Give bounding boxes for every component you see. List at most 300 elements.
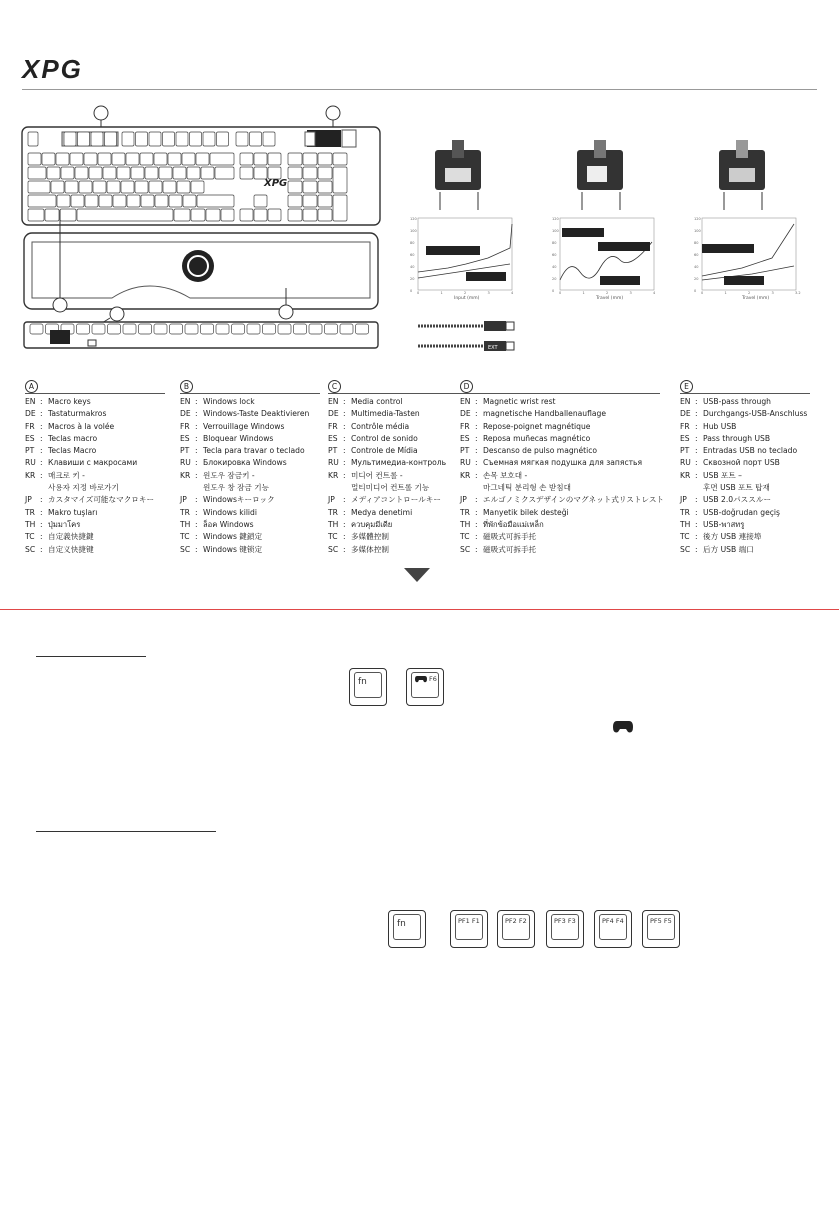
legend-row: 마그네틱 분리형 손 받침대 — [483, 483, 571, 493]
lang-text: Medya denetimi — [351, 507, 413, 517]
legend-row: TR : Medya denetimi — [328, 507, 468, 519]
gamepad-mode-icon — [613, 720, 633, 734]
lang-text: Reposa muñecas magnético — [483, 433, 591, 443]
brand-logo: XPG — [22, 54, 83, 84]
lang-text: Descanso de pulso magnético — [483, 446, 598, 456]
keycap — [268, 153, 281, 165]
lang-code: JP — [328, 495, 335, 505]
f6-game-key — [406, 668, 444, 706]
keycap — [215, 167, 234, 179]
lang-code: FR — [680, 421, 690, 431]
legend-row: FR : Macros à la volée — [25, 421, 165, 433]
keycap — [159, 167, 172, 179]
keycap — [154, 153, 167, 165]
keycap — [318, 167, 332, 179]
legend-row: 후면 USB 포트 탑재 — [703, 483, 770, 493]
legend-row: TC : 後方 USB 連接埠 — [680, 531, 810, 543]
fn-key-label: fn — [358, 677, 367, 687]
switch-diagrams — [400, 140, 820, 310]
keycap — [57, 195, 70, 207]
y-tick-label: 0 — [694, 289, 697, 293]
legend-row: PT : Controle de Mídia — [328, 445, 468, 457]
y-tick-label: 60 — [552, 253, 557, 257]
lang-text: Windows 鍵鎖定 — [203, 532, 263, 542]
callout-e-circle — [110, 307, 124, 321]
y-tick-label: 0 — [552, 289, 555, 293]
keycap — [268, 209, 281, 221]
lang-text: ที่พักข้อมือแม่เหล็ก — [483, 519, 544, 529]
legend-col-c — [328, 380, 468, 556]
lang-code: TC — [328, 532, 338, 542]
lang-code: ES — [680, 433, 690, 443]
keycap — [288, 167, 302, 179]
lang-text: エルゴノミクスデザインのマグネット式リストレスト — [483, 495, 665, 505]
lang-code: SC — [25, 544, 36, 554]
keycap — [221, 209, 234, 221]
ext-label: EXT — [488, 345, 498, 351]
lang-text: Блокировка Windows — [203, 458, 287, 468]
keycap — [91, 132, 103, 146]
svg-text:Travel (mm): Travel (mm) — [742, 296, 770, 301]
lang-code: JP — [180, 495, 187, 505]
keycap — [240, 167, 253, 179]
rear-keycap — [154, 324, 167, 334]
rear-keycap — [108, 324, 121, 334]
keycap — [71, 195, 84, 207]
legend-row: DE : Multimedia-Tasten — [328, 408, 468, 420]
keycap — [163, 181, 176, 193]
legend-row: EN : USB-pass through — [680, 396, 810, 408]
legend-row: PT : Teclas Macro — [25, 445, 165, 457]
lang-code: ES — [25, 433, 35, 443]
lang-text: Repose-poignet magnétique — [483, 421, 591, 431]
legend-row: KR : 손목 보호대 - — [460, 470, 660, 482]
fn-key-2-label: fn — [397, 919, 406, 929]
y-tick-label: 80 — [552, 241, 557, 245]
legend-row: TH : ที่พักข้อมือแม่เหล็ก — [460, 519, 660, 531]
lang-text: メディアコントロールキー — [351, 495, 441, 505]
keycap — [28, 167, 46, 179]
legend-row: JP : USB 2.0パススルー — [680, 494, 810, 506]
lang-code: EN — [460, 397, 471, 406]
keycap — [168, 153, 181, 165]
keycap — [288, 153, 302, 165]
force-graph-2 — [552, 217, 656, 301]
legend-letter: D — [460, 380, 473, 393]
keycap — [333, 195, 347, 221]
lang-code: SC — [460, 544, 471, 554]
lang-code: DE — [680, 409, 691, 419]
lang-text: Windows-Taste Deaktivieren — [203, 409, 310, 419]
keycap — [60, 209, 76, 221]
keycap — [70, 153, 83, 165]
x-tick-label: 4 — [511, 291, 514, 295]
lang-code: RU — [180, 458, 191, 468]
lang-code: RU — [25, 458, 36, 468]
legend-row: SC : 多媒体控制 — [328, 544, 468, 556]
keycap — [28, 195, 56, 207]
legend-head — [25, 380, 165, 394]
fn-key-2 — [388, 910, 426, 948]
legend-col-e — [680, 380, 810, 556]
keycap — [201, 167, 214, 179]
legend-row: ES : Teclas macro — [25, 433, 165, 445]
keycap — [56, 153, 69, 165]
keycap — [75, 167, 88, 179]
y-tick-label: 20 — [552, 277, 557, 281]
keycap — [217, 132, 229, 146]
lang-text: Мультимедиа-контроль — [351, 458, 447, 468]
lang-code: ES — [328, 433, 338, 443]
f6-label: F6 — [429, 675, 437, 683]
pf-key-4 — [594, 910, 632, 948]
lang-code: KR — [25, 470, 36, 480]
lang-text: 多媒体控制 — [351, 544, 389, 554]
legend-row: DE : Tastaturmakros — [25, 408, 165, 420]
keycap — [99, 195, 112, 207]
force-graph-3 — [694, 217, 801, 301]
y-tick-label: 60 — [410, 253, 415, 257]
legend-row: TC : 多媒體控制 — [328, 531, 468, 543]
keycap — [28, 181, 50, 193]
keycap — [155, 195, 168, 207]
keycap — [122, 132, 134, 146]
rear-keycap — [185, 324, 198, 334]
legend-row: RU : Сквозной порт USB — [680, 457, 810, 469]
legend-row: KR : 미디어 컨트롤 - — [328, 470, 468, 482]
rear-keycap — [263, 324, 276, 334]
lang-code: DE — [328, 409, 339, 419]
lang-text: Verrouillage Windows — [203, 421, 285, 431]
callout-d-circle — [279, 305, 293, 319]
media-buttons — [342, 130, 356, 147]
lang-code: KR — [180, 470, 191, 480]
legend-row: TH : ควบคุมมีเดีย — [328, 519, 468, 531]
keycap — [177, 181, 190, 193]
pf-key-label: PF5 F5 — [650, 917, 672, 925]
legend-row: FR : Contrôle média — [328, 421, 468, 433]
rear-keycap — [30, 324, 43, 334]
lang-text: 손목 보호대 - — [483, 470, 528, 480]
lang-text: カスタマイズ可能なマクロキー — [48, 495, 155, 505]
y-tick-label: 100 — [694, 229, 701, 233]
keycap — [135, 181, 148, 193]
legend-row: ES : Reposa muñecas magnético — [460, 433, 660, 445]
keycap — [203, 132, 215, 146]
lang-code: TR — [680, 507, 690, 517]
x-tick-label: 3 — [487, 291, 490, 295]
y-tick-label: 80 — [410, 241, 415, 245]
lang-text: 磁吸式可拆手托 — [483, 532, 537, 542]
legend-letter: C — [328, 380, 341, 393]
lang-code: RU — [460, 458, 471, 468]
lang-text: ล็อค Windows — [203, 519, 254, 529]
lang-text: Windows lock — [203, 397, 255, 406]
keycap — [318, 209, 332, 221]
lang-code: PT — [328, 446, 338, 456]
legend-row: PT : Entradas USB no teclado — [680, 445, 810, 457]
legend-row: SC : 后方 USB 端口 — [680, 544, 810, 556]
legend-letter: E — [680, 380, 693, 393]
legend-col-b — [180, 380, 320, 556]
legend-row: FR : Verrouillage Windows — [180, 421, 320, 433]
lang-text: USB-พาสทรู — [703, 519, 745, 529]
legend-letter: B — [180, 380, 193, 393]
lang-text: ปุ่มมาโคร — [48, 519, 81, 529]
lang-code: DE — [25, 409, 36, 419]
pf-key-label: PF3 F3 — [554, 917, 576, 925]
lang-code: DE — [460, 409, 471, 419]
legend-row: TH : ล็อค Windows — [180, 519, 320, 531]
lang-code: TH — [180, 519, 191, 529]
lang-code: EN — [25, 397, 36, 406]
switch-1 — [435, 140, 481, 210]
lang-code: JP — [460, 495, 467, 505]
keycap — [28, 153, 41, 165]
keycap — [127, 195, 140, 207]
callout-a-circle — [94, 106, 108, 120]
keycap — [196, 153, 209, 165]
lang-text: USB-pass through — [703, 397, 771, 406]
lang-text: Tecla para travar o teclado — [203, 446, 305, 456]
lang-code: SC — [180, 544, 191, 554]
legend-row: DE : Durchgangs-USB-Anschluss — [680, 408, 810, 420]
legend-row: PT : Descanso de pulso magnético — [460, 445, 660, 457]
rear-keycap — [278, 324, 291, 334]
lang-code: SC — [328, 544, 339, 554]
keycap — [126, 153, 139, 165]
legend-row: TH : USB-พาสทรู — [680, 519, 810, 531]
rear-keycap — [201, 324, 214, 334]
lang-text: Tastaturmakros — [48, 409, 107, 419]
pf-key-label: PF2 F2 — [505, 917, 527, 925]
gamepad-icon — [415, 675, 427, 683]
lang-text: Windowsキーロック — [203, 495, 275, 505]
cable-1-plug — [484, 321, 506, 331]
lang-code: TR — [180, 507, 190, 517]
x-tick-label: 0 — [701, 291, 704, 295]
lang-code: TR — [460, 507, 470, 517]
lang-text: Windows 键锁定 — [203, 544, 263, 554]
force-graph-1 — [410, 217, 514, 301]
x-tick-label: 3 — [629, 291, 632, 295]
keycap — [61, 167, 74, 179]
lang-code: ES — [460, 433, 470, 443]
keycap — [210, 153, 234, 165]
rear-keycap — [139, 324, 152, 334]
xpg-emblem — [182, 250, 214, 282]
y-tick-label: 40 — [552, 265, 557, 269]
lang-text: Клавиши с макросами — [48, 458, 138, 468]
y-tick-label: 40 — [694, 265, 699, 269]
lang-code: FR — [180, 421, 190, 431]
lang-text: Teclas Macro — [48, 446, 97, 456]
section-divider — [0, 609, 839, 610]
cable-1-connector — [506, 322, 514, 330]
keycap — [254, 209, 267, 221]
callout-c-circle — [326, 106, 340, 120]
keycap — [250, 132, 262, 146]
lang-text: Hub USB — [703, 421, 737, 431]
lang-text: 自定義快捷鍵 — [48, 532, 94, 542]
legend-head — [180, 380, 320, 394]
keycap — [42, 153, 55, 165]
legend-row: EN : Media control — [328, 396, 468, 408]
lang-text: Contrôle média — [351, 421, 410, 431]
legend-row: EN : Magnetic wrist rest — [460, 396, 660, 408]
lang-text: Control de sonido — [351, 433, 418, 443]
lang-code: TC — [180, 532, 190, 542]
lang-text: 磁吸式可拆手托 — [483, 544, 537, 554]
keycap — [303, 181, 317, 193]
lang-text: 自定义快捷键 — [48, 544, 94, 554]
lang-code: EN — [680, 397, 691, 406]
legend-row: TC : 自定義快捷鍵 — [25, 531, 165, 543]
callout-b-circle — [53, 298, 67, 312]
legend-row: JP : カスタマイズ可能なマクロキー — [25, 494, 165, 506]
legend-row: JP : エルゴノミクスデザインのマグネット式リストレスト — [460, 494, 660, 506]
keycap — [206, 209, 220, 221]
lang-code: TH — [25, 519, 36, 529]
usb-port — [88, 340, 96, 346]
y-tick-label: 120 — [694, 217, 701, 221]
y-tick-label: 120 — [410, 217, 417, 221]
keycap — [191, 209, 205, 221]
lang-code: TR — [25, 507, 35, 517]
lang-text: 매크로 키 - — [48, 470, 85, 480]
legend-row: TC : 磁吸式可拆手托 — [460, 531, 660, 543]
keycap — [303, 153, 317, 165]
keycap — [183, 195, 196, 207]
lang-text: Entradas USB no teclado — [703, 446, 798, 456]
legend-head — [328, 380, 468, 394]
lang-text: Teclas macro — [48, 433, 98, 443]
y-tick-label: 0 — [410, 289, 413, 293]
keycap — [51, 181, 64, 193]
rear-keycap — [309, 324, 322, 334]
y-tick-label: 100 — [552, 229, 559, 233]
keycap — [197, 195, 234, 207]
x-tick-label: 1 — [724, 291, 727, 295]
x-tick-label: 2 — [464, 291, 467, 295]
lang-code: PT — [680, 446, 690, 456]
lang-text: 後方 USB 連接埠 — [703, 532, 762, 542]
legend-row: TH : ปุ่มมาโคร — [25, 519, 165, 531]
keycap — [149, 132, 161, 146]
lang-text: 多媒體控制 — [351, 532, 389, 542]
rear-keycap — [340, 324, 353, 334]
lang-text: Съемная мягкая подушка для запястья — [483, 458, 643, 468]
y-tick-label: 20 — [694, 277, 699, 281]
legend-row: TC : Windows 鍵鎖定 — [180, 531, 320, 543]
legend-row: RU : Клавиши с макросами — [25, 457, 165, 469]
legend-row: EN : Macro keys — [25, 396, 165, 408]
keyboard-illustration — [20, 100, 390, 360]
lang-code: KR — [680, 470, 691, 480]
rear-keycap — [232, 324, 245, 334]
keycap — [318, 195, 332, 207]
lang-code: EN — [180, 397, 191, 406]
lang-text: Сквозной порт USB — [703, 458, 780, 468]
keycap — [288, 209, 302, 221]
keycap — [28, 132, 38, 146]
x-tick-label: 1 — [440, 291, 443, 295]
keycap — [333, 167, 347, 193]
header-divider — [22, 89, 817, 90]
media-key — [305, 132, 315, 146]
legend-row: RU : Съемная мягкая подушка для запястья — [460, 457, 660, 469]
keycap — [303, 209, 317, 221]
x-tick-label: 1 — [582, 291, 585, 295]
legend-row: TR : Makro tuşları — [25, 507, 165, 519]
lang-text: USB-doğrudan geçiş — [703, 507, 780, 517]
lang-text: 后方 USB 端口 — [703, 544, 754, 554]
x-tick-label: 3 — [771, 291, 774, 295]
down-arrow-icon — [404, 568, 430, 582]
rear-keycap — [170, 324, 183, 334]
keycap — [240, 209, 253, 221]
legend-row: RU : Блокировка Windows — [180, 457, 320, 469]
x-tick-label: 2 — [606, 291, 609, 295]
lang-text: ควบคุมมีเดีย — [351, 519, 393, 529]
lang-text: Makro tuşları — [48, 507, 98, 517]
legend-row: SC : Windows 键锁定 — [180, 544, 320, 556]
lang-code: JP — [680, 495, 687, 505]
switch-2 — [577, 140, 623, 210]
lang-code: FR — [460, 421, 470, 431]
legend-row: FR : Repose-poignet magnétique — [460, 421, 660, 433]
legend-row: ES : Pass through USB — [680, 433, 810, 445]
keycap — [163, 132, 175, 146]
x-tick-label: 3.2 — [795, 291, 801, 295]
y-tick-label: 40 — [410, 265, 415, 269]
keycap — [136, 132, 148, 146]
lang-text: 미디어 컨트롤 - — [351, 470, 403, 480]
keycap — [93, 181, 106, 193]
keycap — [28, 209, 44, 221]
switch-3 — [719, 140, 765, 210]
keycap — [121, 181, 134, 193]
lang-code: TC — [460, 532, 470, 542]
legend-row: KR : 매크로 키 - — [25, 470, 165, 482]
lang-code: FR — [25, 421, 35, 431]
keycap — [79, 181, 92, 193]
pf-key-label: PF4 F4 — [602, 917, 624, 925]
keycap — [84, 153, 97, 165]
pf-key-3 — [546, 910, 584, 948]
y-tick-label: 120 — [552, 217, 559, 221]
keycap — [78, 132, 90, 146]
x-tick-label: 4 — [653, 291, 656, 295]
fn-key — [349, 668, 387, 706]
keycap — [190, 132, 202, 146]
section-underline-1 — [36, 656, 146, 657]
cable-2-connector — [506, 342, 514, 350]
svg-text:Travel (mm): Travel (mm) — [596, 296, 624, 301]
legend-col-d — [460, 380, 665, 556]
keycap — [145, 167, 158, 179]
lang-code: FR — [328, 421, 338, 431]
keycap — [240, 153, 253, 165]
lang-text: Manyetik bilek desteği — [483, 507, 569, 517]
keyboard-logo: XPG — [264, 178, 288, 189]
lang-code: EN — [328, 397, 339, 406]
lang-code: RU — [328, 458, 339, 468]
keycap — [191, 181, 204, 193]
keycap — [149, 181, 162, 193]
keycap — [288, 181, 302, 193]
keycap — [254, 153, 267, 165]
